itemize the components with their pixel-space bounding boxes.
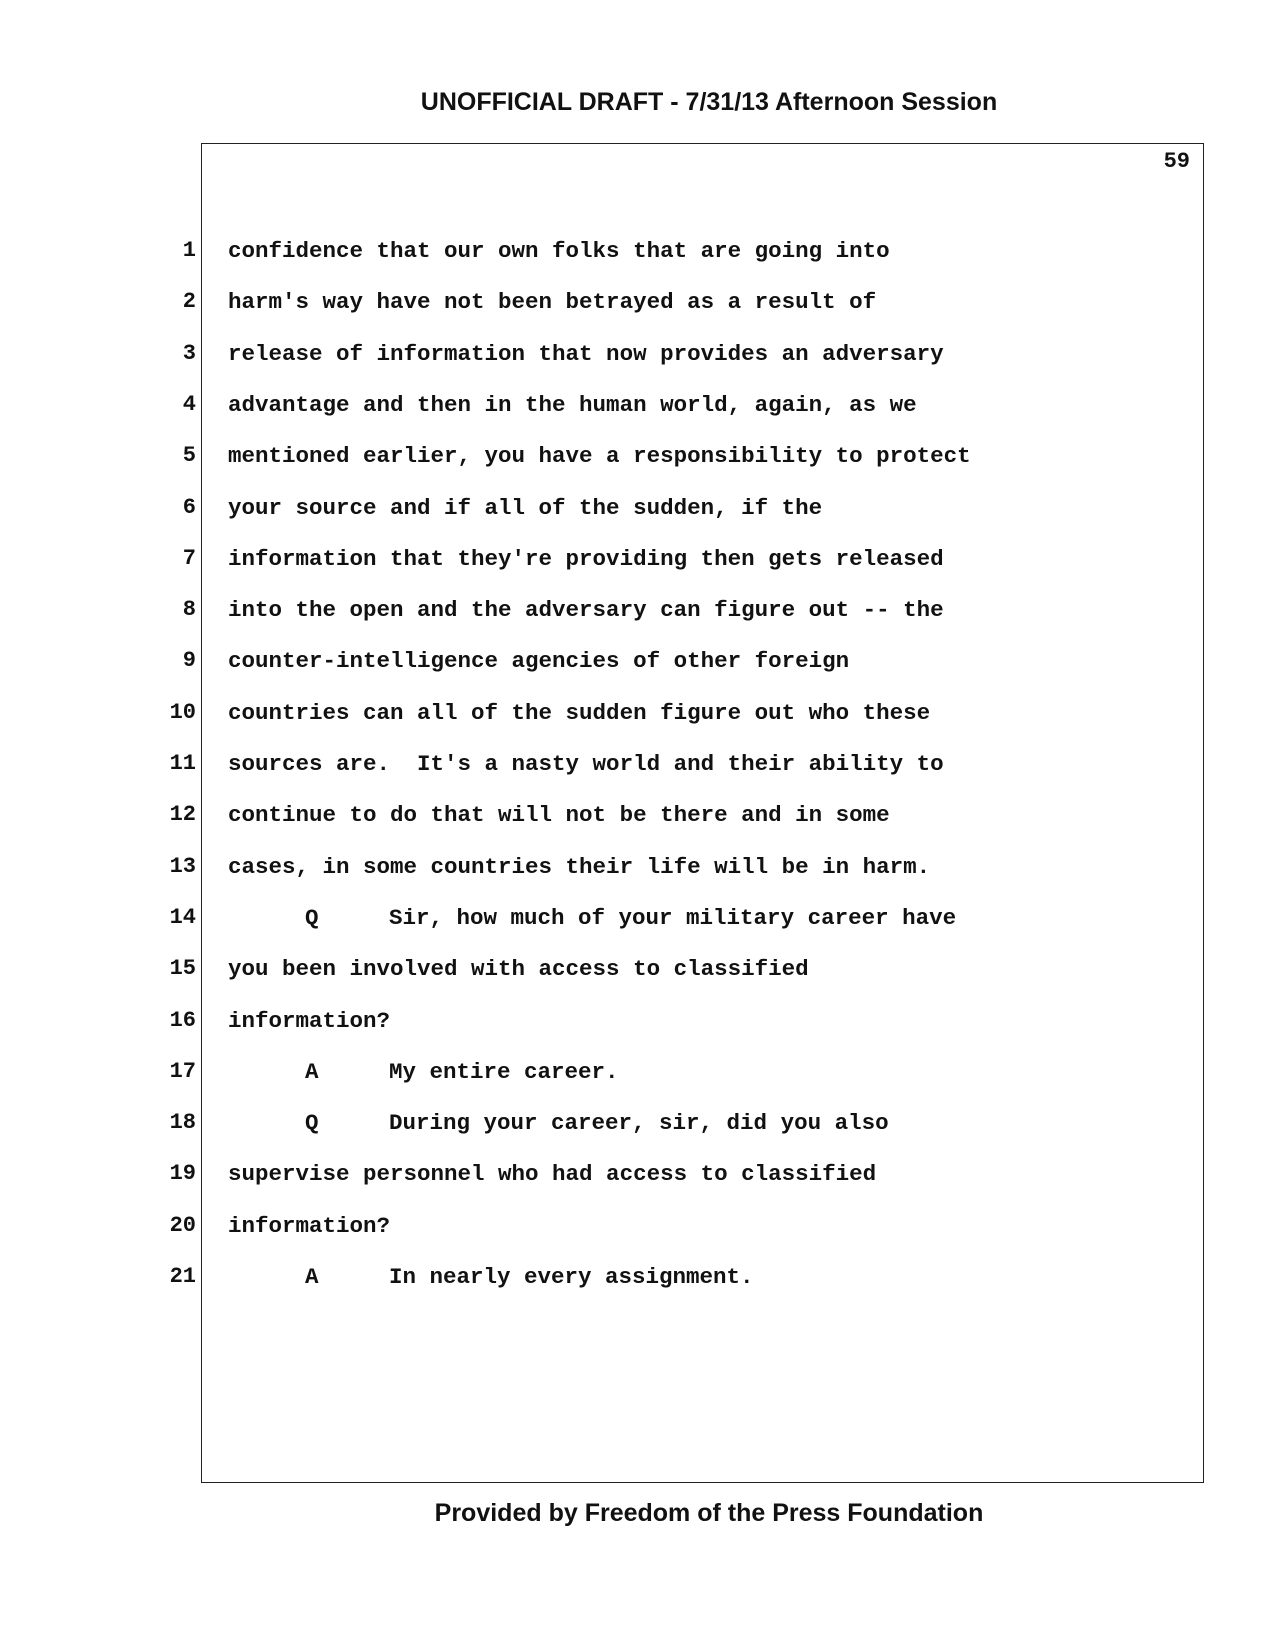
line-text: you been involved with access to classified (228, 956, 809, 983)
transcript-line (0, 544, 1275, 596)
line-text: My entire career. (389, 1058, 619, 1085)
document-header-title: UNOFFICIAL DRAFT - 7/31/13 Afternoon Session (420, 88, 998, 116)
line-number: 15 (169, 956, 196, 982)
line-text: continue to do that will not be there and in some (228, 802, 890, 829)
line-number: 6 (182, 494, 196, 520)
transcript-line (0, 287, 1275, 339)
line-number: 14 (169, 904, 196, 930)
transcript-line-answer (0, 1057, 1275, 1109)
speaker-label: Q (305, 1110, 319, 1137)
line-number: 17 (169, 1058, 196, 1084)
line-text: information? (228, 1007, 391, 1034)
transcript-line-question (0, 1108, 1275, 1160)
transcript-line (0, 441, 1275, 493)
transcript-line-answer (0, 1262, 1275, 1314)
line-text: into the open and the adversary can figure out -- the (228, 597, 944, 624)
line-number: 7 (182, 545, 196, 571)
line-text: information that they're providing then gets released (228, 545, 944, 572)
page-number: 59 (1163, 149, 1190, 174)
line-text: release of information that now provides an adversary (228, 340, 944, 367)
document-footer-credit: Provided by Freedom of the Press Foundation (434, 1499, 984, 1527)
transcript-line-question (0, 903, 1275, 955)
line-number: 11 (169, 751, 196, 776)
line-number: 10 (169, 699, 196, 725)
line-text: sources are. It's a nasty world and their ability to (228, 751, 944, 777)
line-number: 4 (182, 391, 196, 417)
transcript-line (0, 493, 1275, 545)
line-text: countries can all of the sudden figure out who these (228, 699, 931, 726)
line-number: 1 (182, 238, 196, 263)
transcript-line (0, 646, 1275, 698)
speaker-label: Q (305, 904, 319, 931)
line-number: 9 (182, 648, 196, 674)
transcript-line (0, 236, 1275, 288)
line-number: 21 (169, 1264, 196, 1289)
line-number: 12 (169, 802, 196, 828)
line-text: cases, in some countries their life will be in harm. (228, 853, 931, 880)
line-text: Sir, how much of your military career have (389, 904, 957, 931)
line-text: information? (228, 1212, 391, 1239)
line-text: counter-intelligence agencies of other foreign (228, 648, 850, 675)
line-number: 8 (182, 597, 196, 623)
transcript-line (0, 595, 1275, 647)
transcript-line (0, 339, 1275, 391)
line-number: 3 (182, 340, 196, 366)
line-number: 20 (169, 1212, 196, 1238)
transcript-line (0, 1211, 1275, 1263)
transcript-line (0, 749, 1275, 801)
line-number: 5 (182, 443, 196, 469)
transcript-line (0, 800, 1275, 852)
line-text: harm's way have not been betrayed as a result of (228, 289, 877, 316)
transcript-line (0, 954, 1275, 1006)
line-number: 19 (169, 1161, 196, 1187)
line-number: 2 (182, 289, 196, 315)
line-number: 18 (169, 1110, 196, 1136)
line-text: During your career, sir, did you also (389, 1110, 889, 1137)
transcript-line (0, 390, 1275, 442)
line-text: advantage and then in the human world, again, as we (228, 391, 917, 418)
speaker-label: A (305, 1264, 319, 1290)
transcript-line (0, 1159, 1275, 1211)
line-text: In nearly every assignment. (389, 1264, 754, 1290)
line-text: confidence that our own folks that are going into (228, 238, 890, 264)
transcript-line (0, 698, 1275, 750)
line-text: your source and if all of the sudden, if the (228, 494, 823, 521)
line-number: 13 (169, 853, 196, 879)
line-text: supervise personnel who had access to classified (228, 1161, 877, 1188)
line-number: 16 (169, 1007, 196, 1033)
transcript-line (0, 852, 1275, 904)
speaker-label: A (305, 1058, 319, 1085)
transcript-line (0, 1006, 1275, 1058)
line-text: mentioned earlier, you have a responsibility to protect (228, 443, 971, 470)
